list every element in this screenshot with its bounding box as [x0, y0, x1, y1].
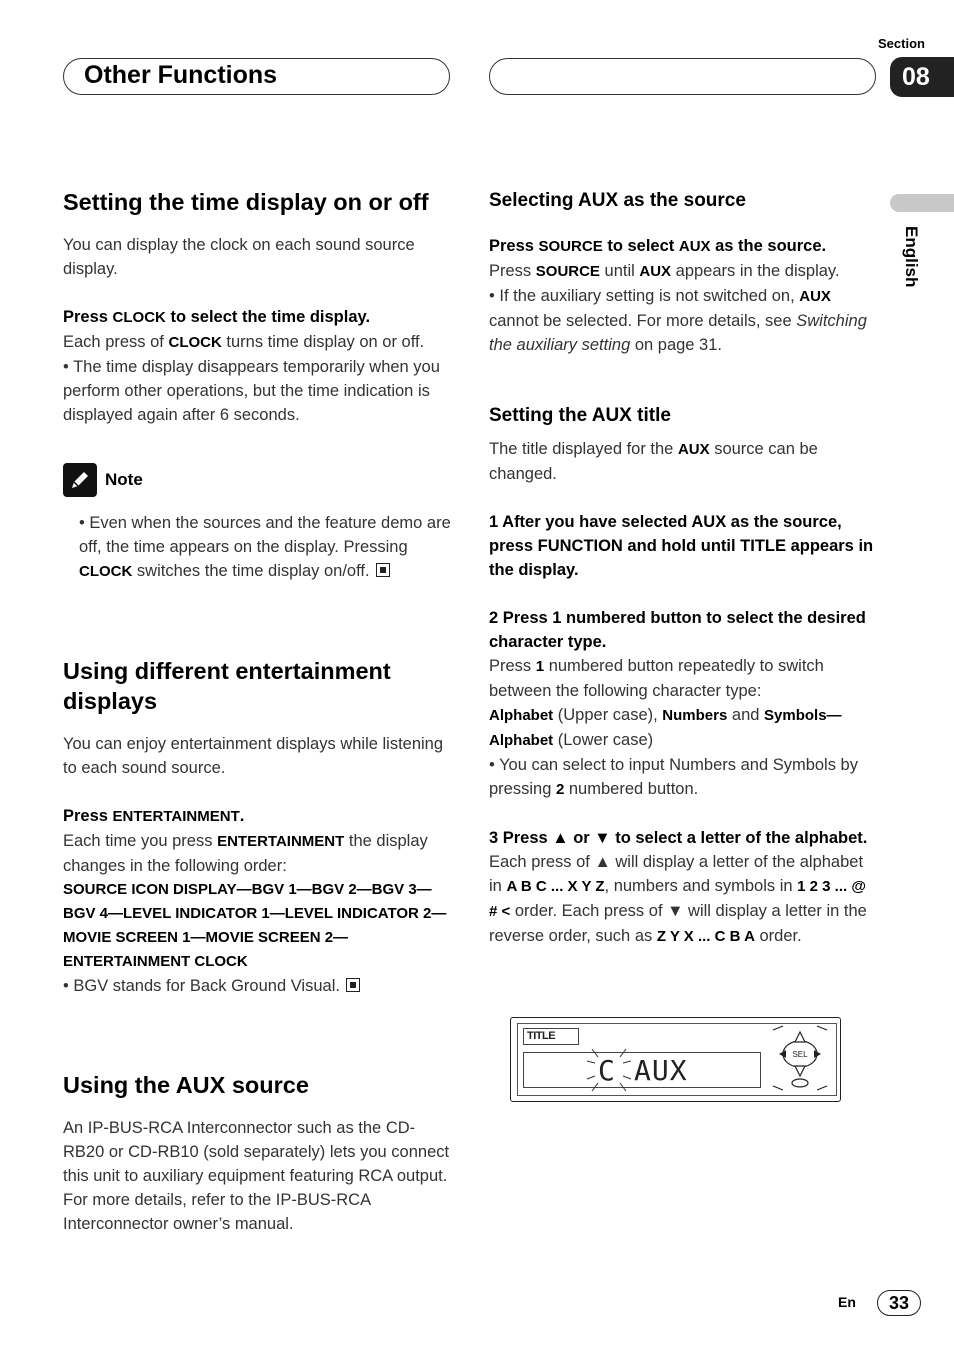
select-aux-body: Press SOURCE until AUX appears in the display.	[489, 262, 840, 280]
blink-rays-icon	[584, 1045, 634, 1095]
aux-title-intro: The title displayed for the AUX source can be changed.	[489, 440, 818, 483]
entertainment-order: SOURCE ICON DISPLAY—BGV 1—BGV 2—BGV 3—BGV 4—LEVEL INDICATOR 1—LEVEL INDICATOR 2—MOVIE SCREEN 1—MOVIE SCREEN 2—ENTERTAINMENT CLOCK	[63, 881, 447, 970]
section-number: 08	[890, 57, 954, 97]
cross-reference: Switching the auxiliary setting	[489, 312, 867, 354]
aux-title-step2: 2 Press 1 numbered button to select the desired character type.	[489, 609, 866, 651]
header-blank-pill	[489, 58, 876, 95]
entertainment-body: Each time you press ENTERTAINMENT the display changes in the following order:	[63, 832, 428, 875]
chapter-header	[63, 58, 450, 95]
aux-title-step2-bullet: • You can select to input Numbers and Symbols by pressing 2 numbered button.	[489, 756, 858, 798]
sel-label: SEL	[792, 1050, 808, 1059]
title-indicator: TITLE	[523, 1028, 579, 1045]
time-display-body: Each press of CLOCK turns time display on or off.	[63, 333, 425, 351]
lcd-text: AUX	[634, 1054, 688, 1087]
lcd-text-area	[523, 1052, 761, 1088]
aux-source-body: An IP-BUS-RCA Interconnector such as the CD-RB20 or CD-RB10 (sold separately) lets you connect this unit to auxiliary equipment featuring RCA output. For more details, refer to the IP-BUS-RCA Interconnector owner’s manual.	[63, 1119, 450, 1233]
note-label: Note	[105, 470, 143, 489]
aux-title-step3: 3 Press ▲ or ▼ to select a letter of the alphabet.	[489, 829, 868, 847]
blinking-cursor-char: C	[598, 1054, 615, 1087]
aux-title-step1: 1 After you have selected AUX as the source, press FUNCTION and hold until TITLE appears in the display.	[489, 513, 874, 579]
lcd-display-illustration	[510, 1017, 841, 1102]
joystick-control-icon	[769, 1024, 831, 1092]
aux-title-step3-body: Each press of ▲ will display a letter of the alphabet in A B C ... X Y Z, numbers and symbols in 1 2 3 ... @ # < order. Each press of ▼ will display a letter in the reverse order, such as Z Y X ... C B A order.	[489, 853, 867, 945]
section-label: Section	[878, 36, 925, 51]
time-display-step: Press CLOCK to select the time display.	[63, 308, 371, 326]
note-text: • Even when the sources and the feature demo are off, the time appears on the display. Pressing CLOCK switches the time display on/off.	[79, 514, 451, 580]
page-number: 33	[877, 1290, 921, 1316]
time-display-intro: You can display the clock on each sound source display.	[63, 236, 415, 278]
footer-language: En	[838, 1294, 856, 1310]
language-label: English	[902, 226, 921, 288]
select-aux-bullet: • If the auxiliary setting is not switched on, AUX cannot be selected. For more details, see Switching the auxiliary setting on page 31.	[489, 287, 867, 354]
entertainment-intro: You can enjoy entertainment displays while listening to each sound source.	[63, 735, 444, 777]
aux-title-step2-body: Press 1 numbered button repeatedly to switch between the following character type:	[489, 657, 824, 700]
end-mark-icon	[346, 978, 360, 992]
select-aux-heading: Selecting AUX as the source	[489, 190, 746, 211]
aux-source-heading: Using the AUX source	[63, 1072, 309, 1098]
note-header	[63, 463, 451, 497]
left-column	[63, 187, 451, 1236]
entertainment-heading: Using different entertainment displays	[63, 658, 391, 714]
language-tab	[890, 194, 954, 212]
end-mark-icon	[376, 563, 390, 577]
time-display-heading: Setting the time display on or off	[63, 189, 429, 215]
chapter-title: Other Functions	[84, 61, 278, 89]
pencil-icon	[63, 463, 97, 497]
select-aux-step: Press SOURCE to select AUX as the source.	[489, 237, 827, 255]
entertainment-bullet: • BGV stands for Back Ground Visual.	[63, 974, 451, 998]
character-types: Alphabet (Upper case), Numbers and Symbols—Alphabet (Lower case)	[489, 706, 842, 749]
aux-title-heading: Setting the AUX title	[489, 405, 671, 426]
right-column	[489, 188, 877, 949]
entertainment-step: Press ENTERTAINMENT.	[63, 807, 245, 825]
time-display-bullet: • The time display disappears temporarily when you perform other operations, but the time indication is displayed again after 6 seconds.	[63, 358, 440, 424]
